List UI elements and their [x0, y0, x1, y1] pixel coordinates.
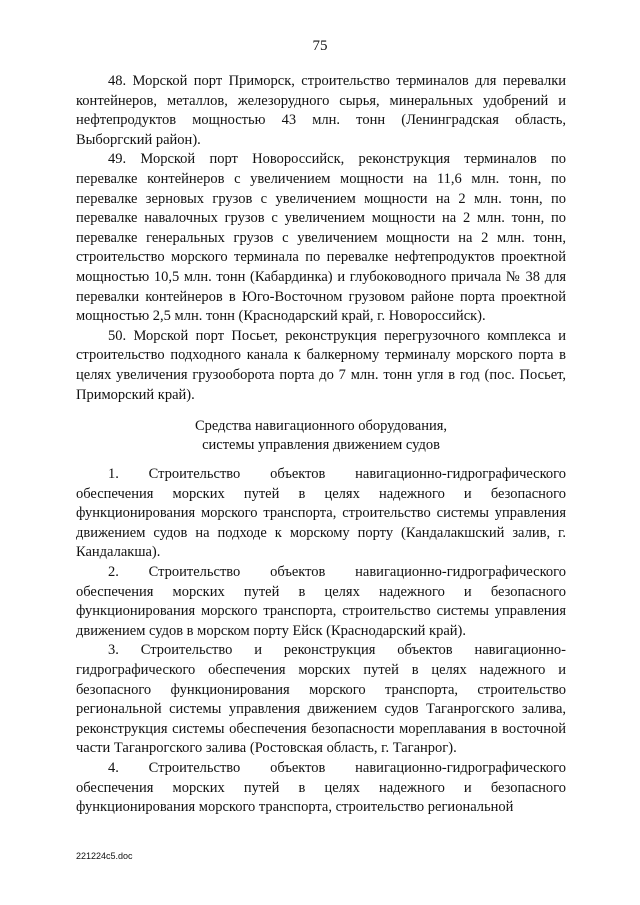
- footer-filename: 221224c5.doc: [76, 851, 133, 861]
- section-heading-line-1: Средства навигационного оборудования,: [194, 418, 448, 435]
- paragraph-nav-2: 2. Строительство объектов навигационно-гидрографического обеспечения морских путей в целях надежного и безопасного функционирования морского транспорта, строительство системы управления движением судов в морском порту Ейск (Краснодарский край).: [76, 564, 566, 639]
- paragraph-nav-4: 4. Строительство объектов навигационно-гидрографического обеспечения морских путей в целях надежного и безопасного функционирования морского транспорта, строительство региональной: [76, 760, 566, 816]
- section-heading-line-2: системы управления движением судов: [202, 437, 440, 454]
- paragraph-49: 49. Морской порт Новороссийск, реконструкция терминалов по перевалке контейнеров с увеличением мощности на 11,6 млн. тонн, по перевалке зерновых грузов с увеличением мощности на 2 млн. тонн, по перевалке навалочных грузов с увеличением мощности на 2 млн. тонн, по перевалке генеральных грузов с увеличением мощности на 2 млн. тонн, строительство морского терминала по перевалке нефтепродуктов проектной мощностью 10,5 млн. тонн (Кабардинка) и глубоководного причала № 38 для перевалки контейнеров в Юго-Восточном грузовом районе порта проектной мощностью 2,5 млн. тонн (Краснодарский край, г. Новороссийск).: [76, 151, 566, 325]
- paragraph-50: 50. Морской порт Посьет, реконструкция перегрузочного комплекса и строительство подходного канала к балкерному терминалу морского порта в целях увеличения грузооборота порта до 7 млн. тонн угля в год (пос. Посьет, Приморский край).: [76, 327, 566, 403]
- paragraph-48: 48. Морской порт Приморск, строительство терминалов для перевалки контейнеров, металлов, железорудного сырья, минеральных удобрений и нефтепродуктов мощностью 43 млн. тонн (Ленинградская область, Выборгский район).: [76, 73, 566, 148]
- paragraph-nav-3: 3. Строительство и реконструкция объектов навигационно-гидрографического обеспечения морских путей в целях надежного и безопасного функционирования морского транспорта, строительство региональной системы управления движением судов Таганрогского залива, реконструкция системы обеспечения безопасности мореплавания в восточной части Таганрогского залива (Ростовская область, г. Таганрог).: [76, 642, 566, 757]
- section-heading: [76, 417, 566, 455]
- document-body: [76, 72, 566, 818]
- paragraph-nav-1: 1. Строительство объектов навигационно-гидрографического обеспечения морских путей в целях надежного и безопасного функционирования морского транспорта, строительство системы управления движением судов на подходе к морскому порту (Кандалакшский залив, г. Кандалакша).: [76, 466, 566, 561]
- page-number: 75: [312, 38, 328, 54]
